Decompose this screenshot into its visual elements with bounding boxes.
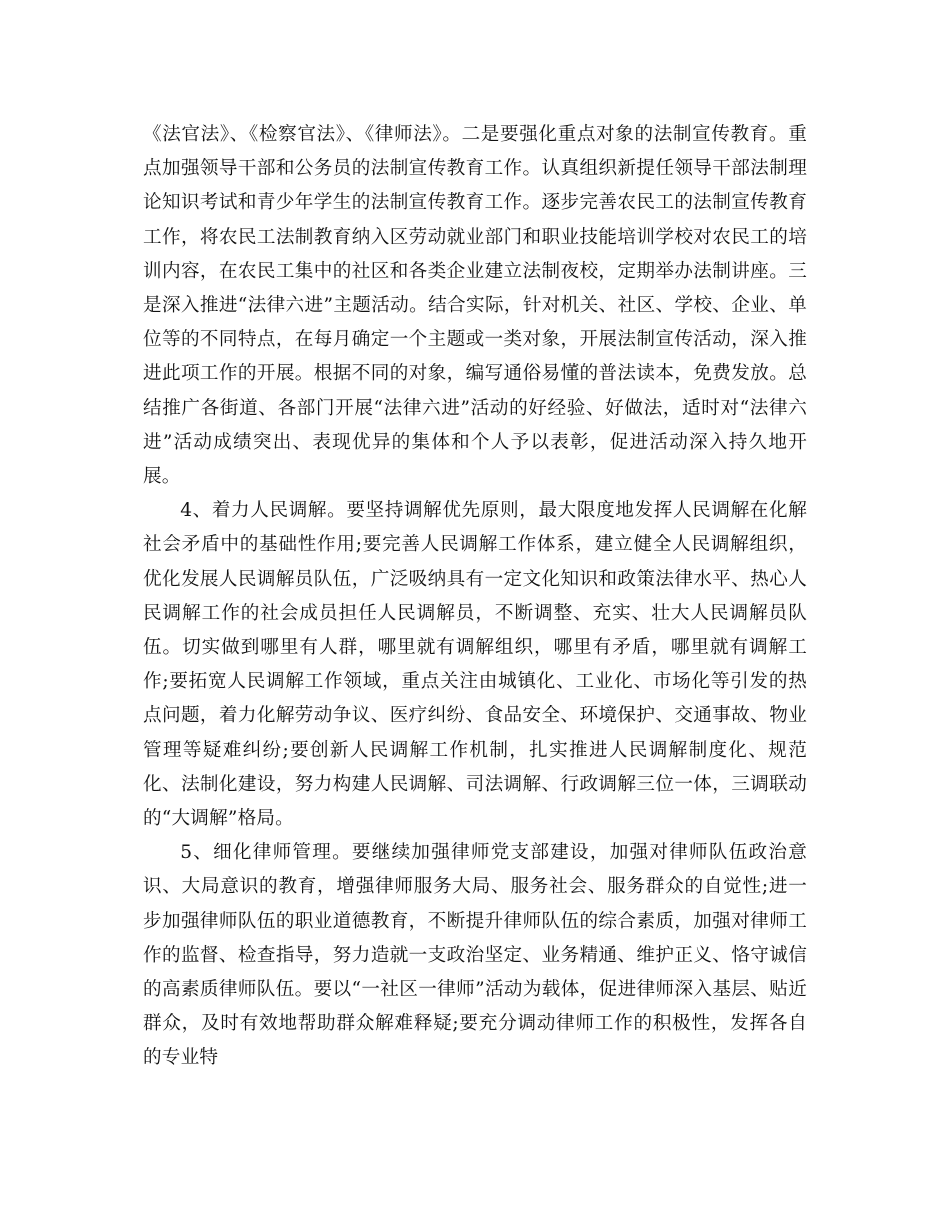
document-body (143, 118, 807, 1076)
paragraph-lawyer-management: 5、细化律师管理。要继续加强律师党支部建设，加强对律师队伍政治意识、大局意识的教育，增强律师服务大局、服务社会、服务群众的自觉性;进一步加强律师队伍的职业道德教育，不断提升律师队伍的综合素质，加强对律师工作的监督、检查指导，努力造就一支政治坚定、业务精通、维护正义、恪守诚信的高素质律师队伍。要以“一社区一律师”活动为载体，促进律师深入基层、贴近群众，及时有效地帮助群众解难释疑;要充分调动律师工作的积极性，发挥各自的专业特 (143, 842, 807, 1069)
paragraph-people-mediation: 4、着力人民调解。要坚持调解优先原则，最大限度地发挥人民调解在化解社会矛盾中的基础性作用;要完善人民调解工作体系，建立健全人民调解组织，优化发展人民调解员队伍，广泛吸纳具有一定文化知识和政策法律水平、热心人民调解工作的社会成员担任人民调解员，不断调整、充实、壮大人民调解员队伍。切实做到哪里有人群，哪里就有调解组织，哪里有矛盾，哪里就有调解工作;要拓宽人民调解工作领域，重点关注由城镇化、工业化、市场化等引发的热点问题，着力化解劳动争议、医疗纠纷、食品安全、环境保护、交通事故、物业管理等疑难纠纷;要创新人民调解工作机制，扎实推进人民调解制度化、规范化、法制化建设，努力构建人民调解、司法调解、行政调解三位一体，三调联动的“大调解”格局。 (143, 500, 807, 830)
paragraph-continuation: 《法官法》、《检察官法》、《律师法》。二是要强化重点对象的法制宣传教育。重点加强领导干部和公务员的法制宣传教育工作。认真组织新提任领导干部法制理论知识考试和青少年学生的法制宣传教育工作。逐步完善农民工的法制宣传教育工作，将农民工法制教育纳入区劳动就业部门和职业技能培训学校对农民工的培训内容，在农民工集中的社区和各类企业建立法制夜校，定期举办法制讲座。三是深入推进“法律六进”主题活动。结合实际，针对机关、社区、学校、企业、单位等的不同特点，在每月确定一个主题或一类对象，开展法制宣传活动，深入推进此项工作的开展。根据不同的对象，编写通俗易懂的普法读本，免费发放。总结推广各街道、各部门开展“法律六进”活动的好经验、好做法，适时对“法律六进”活动成绩突出、表现优异的集体和个人予以表彰，促进活动深入持久地开展。 (143, 124, 807, 488)
